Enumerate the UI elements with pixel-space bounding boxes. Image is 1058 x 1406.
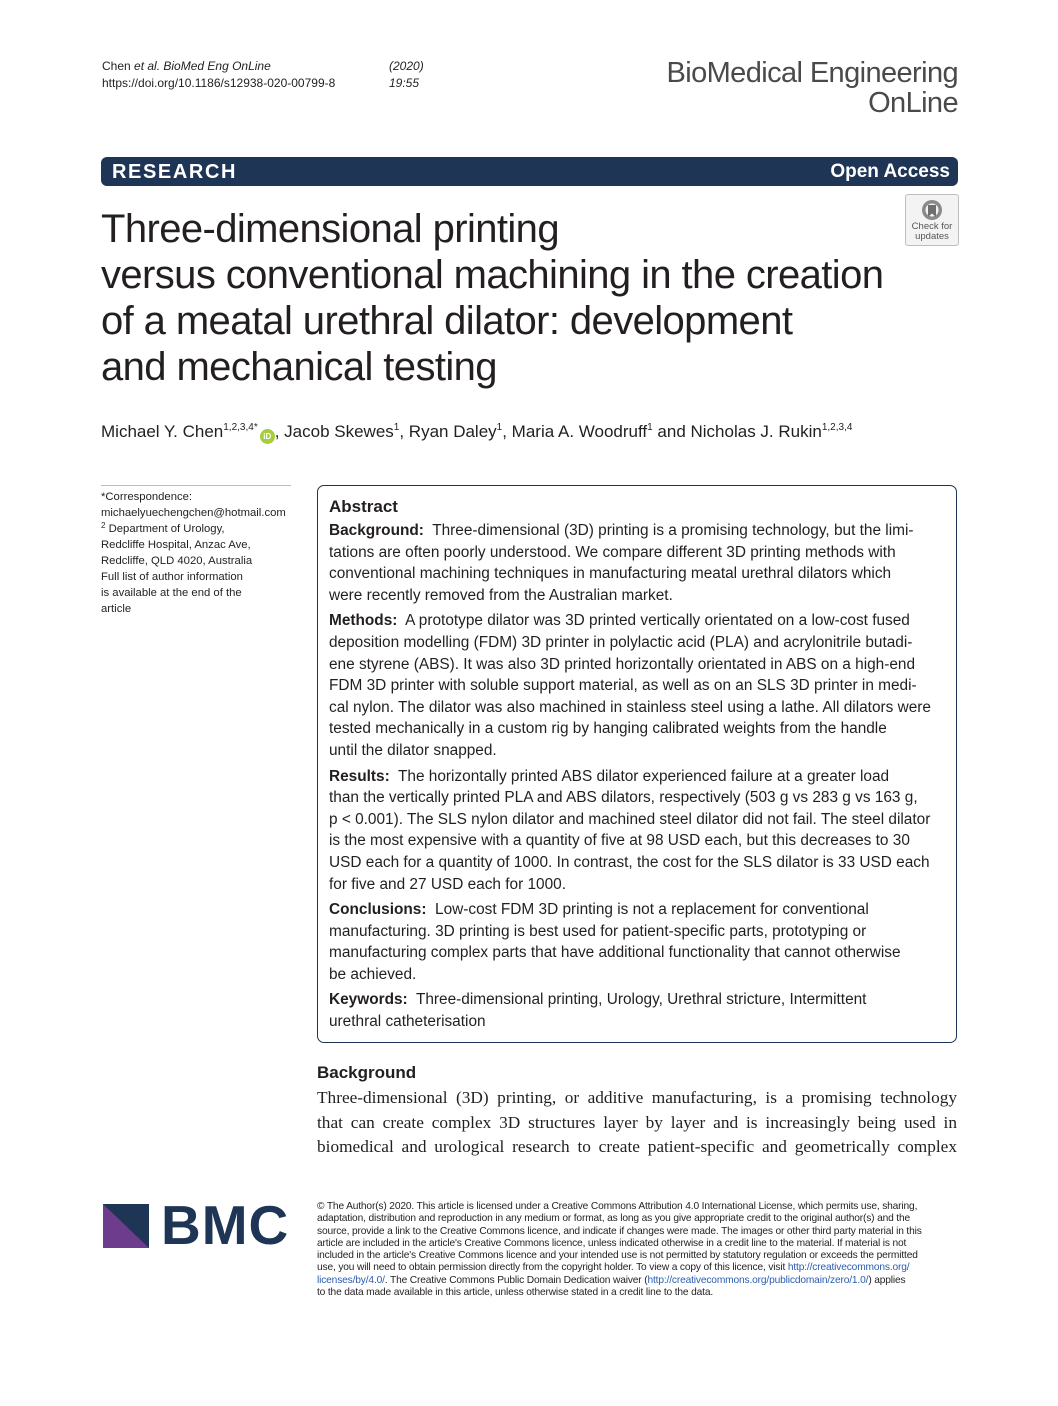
check-updates-line1: Check for <box>911 221 953 232</box>
journal-name-line1: BioMedical Engineering <box>666 57 958 89</box>
bmc-logo[interactable] <box>101 1194 301 1256</box>
author-info-note: article <box>101 603 132 615</box>
body-line: Three-dimensional (3D) printing, or additive manufacturing, is a promising technology <box>317 1088 957 1107</box>
correspondence-label: *Correspondence: <box>101 491 193 503</box>
journal-name-line2: OnLine <box>868 87 958 119</box>
check-for-updates-button[interactable] <box>905 194 959 246</box>
correspondence-email[interactable]: michaelyuechengchen@hotmail.com <box>101 507 286 519</box>
bookmark-check-icon <box>919 199 945 223</box>
orcid-icon[interactable]: iD <box>260 429 275 444</box>
title-line: of a meatal urethral dilator: development <box>101 299 793 343</box>
license-line: use, you will need to obtain permission directly from the copyright holder. To view a copy of this licence, visit http://creativecommons.org/ <box>317 1262 910 1274</box>
body-paragraph <box>317 1086 957 1160</box>
author-name[interactable]: Michael Y. Chen <box>101 422 224 441</box>
author-name[interactable]: and Nicholas J. Rukin <box>652 422 822 441</box>
bmc-logo-text: BMC <box>161 1194 290 1256</box>
license-line: licenses/by/4.0/. The Creative Commons Public Domain Dedication waiver (http://creativecommons.org/publicdomain/zero/1.0/) applies <box>317 1274 906 1286</box>
abstract-label: Results: <box>329 767 390 785</box>
author-affiliation-sup: 1,2,3,4* <box>223 422 258 433</box>
license-line: © The Author(s) 2020. This article is licensed under a Creative Commons Attribution 4.0 International License, which permits use, sharing, <box>317 1201 918 1212</box>
author-info-note: Full list of author information <box>101 571 243 583</box>
author-name[interactable]: , Ryan Daley <box>399 422 497 441</box>
citation-year: (2020) 19:55 <box>389 59 424 90</box>
check-updates-line2: updates <box>915 231 949 242</box>
citation-author: Chen <box>102 59 135 73</box>
abstract-label: Methods: <box>329 612 398 630</box>
journal-name <box>538 58 958 118</box>
author-name[interactable]: , Jacob Skewes <box>274 422 394 441</box>
title-line: Three-dimensional printing <box>101 207 559 251</box>
license-line: adaptation, distribution and reproduction in any medium or format, as long as you give appropriate credit to the original author(s) and the <box>317 1213 911 1225</box>
author-list <box>101 420 961 444</box>
citation <box>102 58 422 92</box>
doi-link[interactable]: https://doi.org/10.1186/s12938-020-00799-8 <box>102 76 336 90</box>
author-affiliation-sup: 1,2,3,4 <box>821 422 853 433</box>
article-type-banner <box>101 157 958 186</box>
open-access-label: Open Access <box>830 161 950 182</box>
affiliation-line: Redcliffe, QLD 4020, Australia <box>101 555 253 567</box>
license-link[interactable]: http://creativecommons.org/ <box>787 1262 910 1274</box>
license-line: to the data made available in this article, unless otherwise stated in a credit line to the data. <box>317 1287 714 1299</box>
license-line: article are included in the article's Creative Commons licence, unless indicated otherwise in a credit line to the material. If material is not <box>317 1237 907 1249</box>
abstract-keywords: Keywords: Three-dimensional printing, Urology, Urethral stricture, Intermittent urethral catheterisation <box>329 991 867 1031</box>
body-line: that can create complex 3D structures layer by layer and is increasingly being used in <box>317 1112 957 1132</box>
abstract-background: Background: Three-dimensional (3D) printing is a promising technology, but the limi- tations are often poorly understood. We compare different 3D printing methods with conventional machining techniques in manufacturing meatal urethral dilators which were recently removed from the Australian market. <box>329 522 914 604</box>
license-line: included in the article's Creative Commons licence and your intended use is not permitted by statutory regulation or exceeds the permitted <box>317 1250 918 1262</box>
abstract-results: Results: The horizontally printed ABS dilator experienced failure at a greater load than the vertically printed PLA and ABS dilators, respectively (503 g vs 283 g vs 163 g, p < 0.001). The SLS nylon dilator and machined steel dilator did not fail. The steel dilator is the most expensive with a quantity of five at 98 USD each, but this decreases to 30 USD each for a quantity of 1000. In contrast, the cost for the SLS dilator is 33 USD each for five and 27 USD each for 1000. <box>329 767 931 893</box>
abstract-label: Conclusions: <box>329 901 427 919</box>
license-line: source, provide a link to the Creative Commons licence, and indicate if changes were made. The images or other third party material in this <box>317 1225 922 1237</box>
correspondence-sidebar <box>101 485 291 617</box>
bmc-logo-mark <box>101 1201 153 1251</box>
license-link[interactable]: licenses/by/4.0/ <box>317 1274 385 1286</box>
abstract-conclusions: Conclusions: Low-cost FDM 3D printing is not a replacement for conventional manufacturing. 3D printing is best used for patient-specific parts, prototyping or manufacturing complex parts that have additional functionality that cannot otherwise be achieved. <box>329 901 901 983</box>
article-title <box>101 206 901 390</box>
citation-journal: et al. BioMed Eng OnLine <box>134 59 271 73</box>
affiliation-sup: 2 <box>101 521 106 530</box>
section-heading-background: Background <box>317 1063 417 1082</box>
title-line: and mechanical testing <box>101 345 497 389</box>
research-label: RESEARCH <box>112 161 238 183</box>
license-statement <box>317 1201 960 1299</box>
abstract-label: Background: <box>329 522 424 539</box>
abstract-box <box>317 485 957 1043</box>
author-affiliation-sup: 1 <box>647 422 653 433</box>
author-info-note: is available at the end of the <box>101 587 242 599</box>
author-affiliation-sup: 1 <box>393 422 400 433</box>
author-name[interactable]: , Maria A. Woodruff <box>502 422 648 441</box>
abstract-methods: Methods: A prototype dilator was 3D printed vertically orientated on a low-cost fused deposition modelling (FDM) 3D printer in polylactic acid (PLA) and acrylonitrile butadi- ene styrene (ABS). It was also 3D printed horizontally orientated in ABS on a high-end FDM 3D printer with soluble support material, as well as on an SLS 3D printer in medi- cal nylon. The dilator was also machined in stainless steel using a lathe. All dilators were tested mechanically in a custom rig by hanging calibrated weights from the handle until the dilator snapped. <box>329 612 931 759</box>
affiliation-line: Redcliffe Hospital, Anzac Ave, <box>101 539 251 551</box>
affiliation-line: $^2$ Department of Urology, <box>101 521 225 535</box>
author-affiliation-sup: 1 <box>496 422 503 433</box>
abstract-label: Keywords: <box>329 991 408 1009</box>
body-line: biomedical and urological research to create patient-specific and geometrically complex <box>317 1137 957 1156</box>
title-line: versus conventional machining in the creation <box>101 253 884 297</box>
public-domain-link[interactable]: http://creativecommons.org/publicdomain/zero/1.0/ <box>647 1274 869 1286</box>
abstract-heading: Abstract <box>329 497 398 516</box>
